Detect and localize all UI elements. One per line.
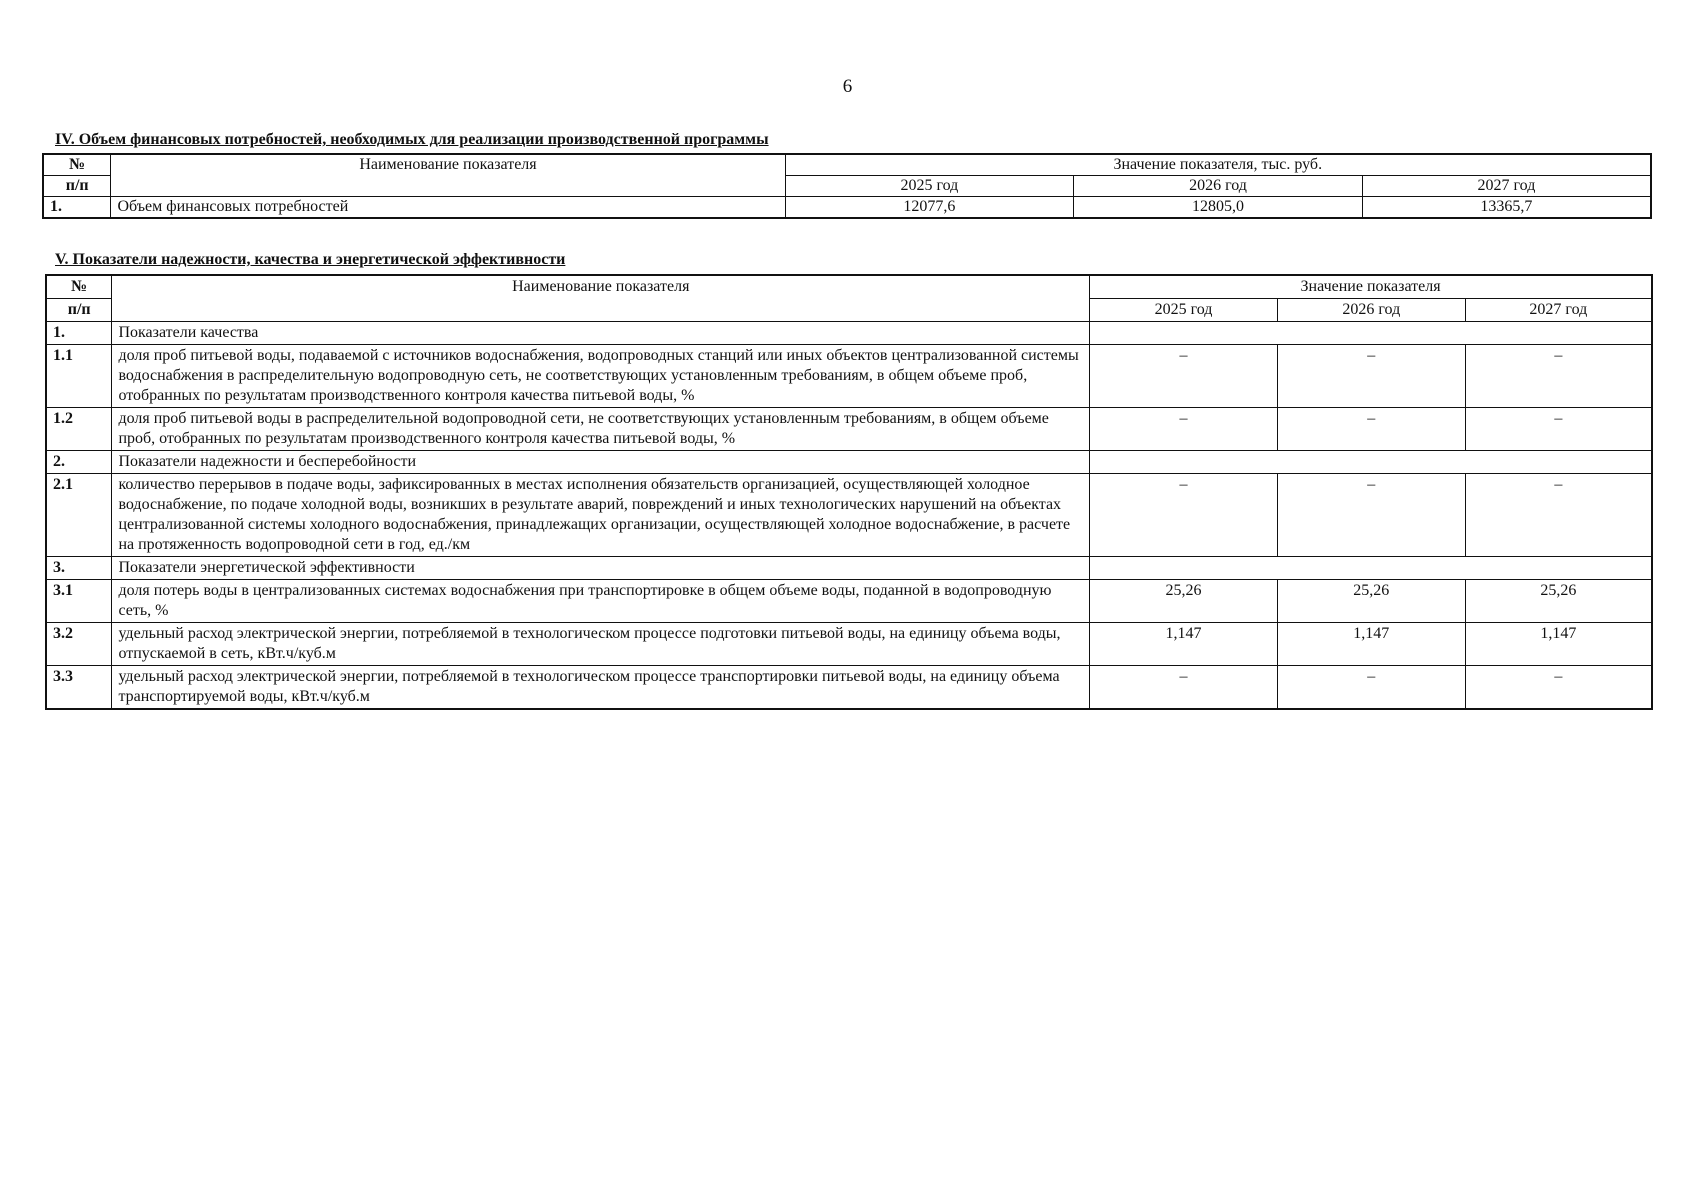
group-row <box>46 557 1652 580</box>
row-number: 3.3 <box>46 666 112 710</box>
row-value: – <box>1277 474 1465 557</box>
section-4-title: IV. Объем финансовых потребностей, необходимых для реализации производственной программы <box>55 131 769 148</box>
financial-needs-table <box>42 153 1652 219</box>
table-row <box>46 623 1652 666</box>
row-value: – <box>1277 666 1465 710</box>
table-row <box>46 580 1652 623</box>
row-name: удельный расход электрической энергии, потребляемой в технологическом процессе подготовки питьевой воды, на единицу объема воды, отпускаемой в сеть, кВт.ч/куб.м <box>112 623 1090 666</box>
group-name: Показатели энергетической эффективности <box>112 557 1090 580</box>
row-value: – <box>1277 408 1465 451</box>
group-values-empty <box>1090 557 1652 580</box>
value-group-header: Значение показателя, тыс. руб. <box>785 154 1651 176</box>
row-value: – <box>1090 666 1278 710</box>
group-row <box>46 322 1652 345</box>
row-name: доля потерь воды в централизованных системах водоснабжения при транспортировке в общем объеме воды, поданной в водопроводную сеть, % <box>112 580 1090 623</box>
row-value: – <box>1090 345 1278 408</box>
row-name: Объем финансовых потребностей <box>111 197 785 219</box>
table-row <box>43 197 1651 219</box>
num-header-sub: п/п <box>43 176 111 197</box>
num-header: № <box>46 275 112 299</box>
table-header-row <box>46 275 1652 299</box>
table-row <box>46 666 1652 710</box>
year-header: 2025 год <box>1090 299 1278 322</box>
section-5-title: V. Показатели надежности, качества и энергетической эффективности <box>55 251 566 268</box>
row-value: 12805,0 <box>1074 197 1363 219</box>
value-group-header: Значение показателя <box>1090 275 1652 299</box>
table-row <box>46 345 1652 408</box>
row-value: 25,26 <box>1465 580 1652 623</box>
group-values-empty <box>1090 451 1652 474</box>
row-name: доля проб питьевой воды в распределительной водопроводной сети, не соответствующих установленным требованиям, в общем объеме проб, отобранных по результатам производственного контроля качества питьевой воды, % <box>112 408 1090 451</box>
table-row <box>46 408 1652 451</box>
table-header-row <box>43 154 1651 176</box>
table-row <box>46 474 1652 557</box>
year-header: 2026 год <box>1277 299 1465 322</box>
row-number: 3.1 <box>46 580 112 623</box>
year-header: 2027 год <box>1465 299 1652 322</box>
row-value: 1,147 <box>1277 623 1465 666</box>
row-number: 3. <box>46 557 112 580</box>
row-value: 12077,6 <box>785 197 1074 219</box>
row-value: 25,26 <box>1277 580 1465 623</box>
row-number: 2. <box>46 451 112 474</box>
year-header: 2025 год <box>785 176 1074 197</box>
page-number: 6 <box>842 76 853 97</box>
row-name: количество перерывов в подаче воды, зафиксированных в местах исполнения обязательств организацией, осуществляющей холодное водоснабжение, по подаче холодной воды, возникших в результате аварий, повреждений и иных технологических нарушений на объектах централизованной системы холодного водоснабжения, принадлежащих организации, осуществляющей холодное водоснабжение, в расчете на протяженность водопроводной сети в год, ед./км <box>112 474 1090 557</box>
row-number: 3.2 <box>46 623 112 666</box>
group-name: Показатели качества <box>112 322 1090 345</box>
name-header: Наименование показателя <box>112 275 1090 322</box>
group-row <box>46 451 1652 474</box>
row-value: 25,26 <box>1090 580 1278 623</box>
row-number: 1. <box>46 322 112 345</box>
row-number: 1.2 <box>46 408 112 451</box>
row-number: 1. <box>43 197 111 219</box>
num-header-sub: п/п <box>46 299 112 322</box>
row-name: удельный расход электрической энергии, потребляемой в технологическом процессе транспортировки питьевой воды, на единицу объема транспортируемой воды, кВт.ч/куб.м <box>112 666 1090 710</box>
row-value: 1,147 <box>1090 623 1278 666</box>
row-value: 1,147 <box>1465 623 1652 666</box>
row-value: – <box>1090 408 1278 451</box>
row-name: доля проб питьевой воды, подаваемой с источников водоснабжения, водопроводных станций или иных объектов централизованной системы водоснабжения в распределительную водопроводную сеть, не соответствующих установленным требованиям, в общем объеме проб, отобранных по результатам производственного контроля качества питьевой воды, % <box>112 345 1090 408</box>
year-header: 2027 год <box>1362 176 1651 197</box>
row-value: – <box>1465 408 1652 451</box>
row-number: 2.1 <box>46 474 112 557</box>
num-header: № <box>43 154 111 176</box>
name-header: Наименование показателя <box>111 154 785 197</box>
group-values-empty <box>1090 322 1652 345</box>
indicators-table <box>45 274 1653 710</box>
row-value: 13365,7 <box>1362 197 1651 219</box>
row-number: 1.1 <box>46 345 112 408</box>
row-value: – <box>1465 345 1652 408</box>
row-value: – <box>1465 666 1652 710</box>
year-header: 2026 год <box>1074 176 1363 197</box>
row-value: – <box>1277 345 1465 408</box>
row-value: – <box>1465 474 1652 557</box>
row-value: – <box>1090 474 1278 557</box>
group-name: Показатели надежности и бесперебойности <box>112 451 1090 474</box>
